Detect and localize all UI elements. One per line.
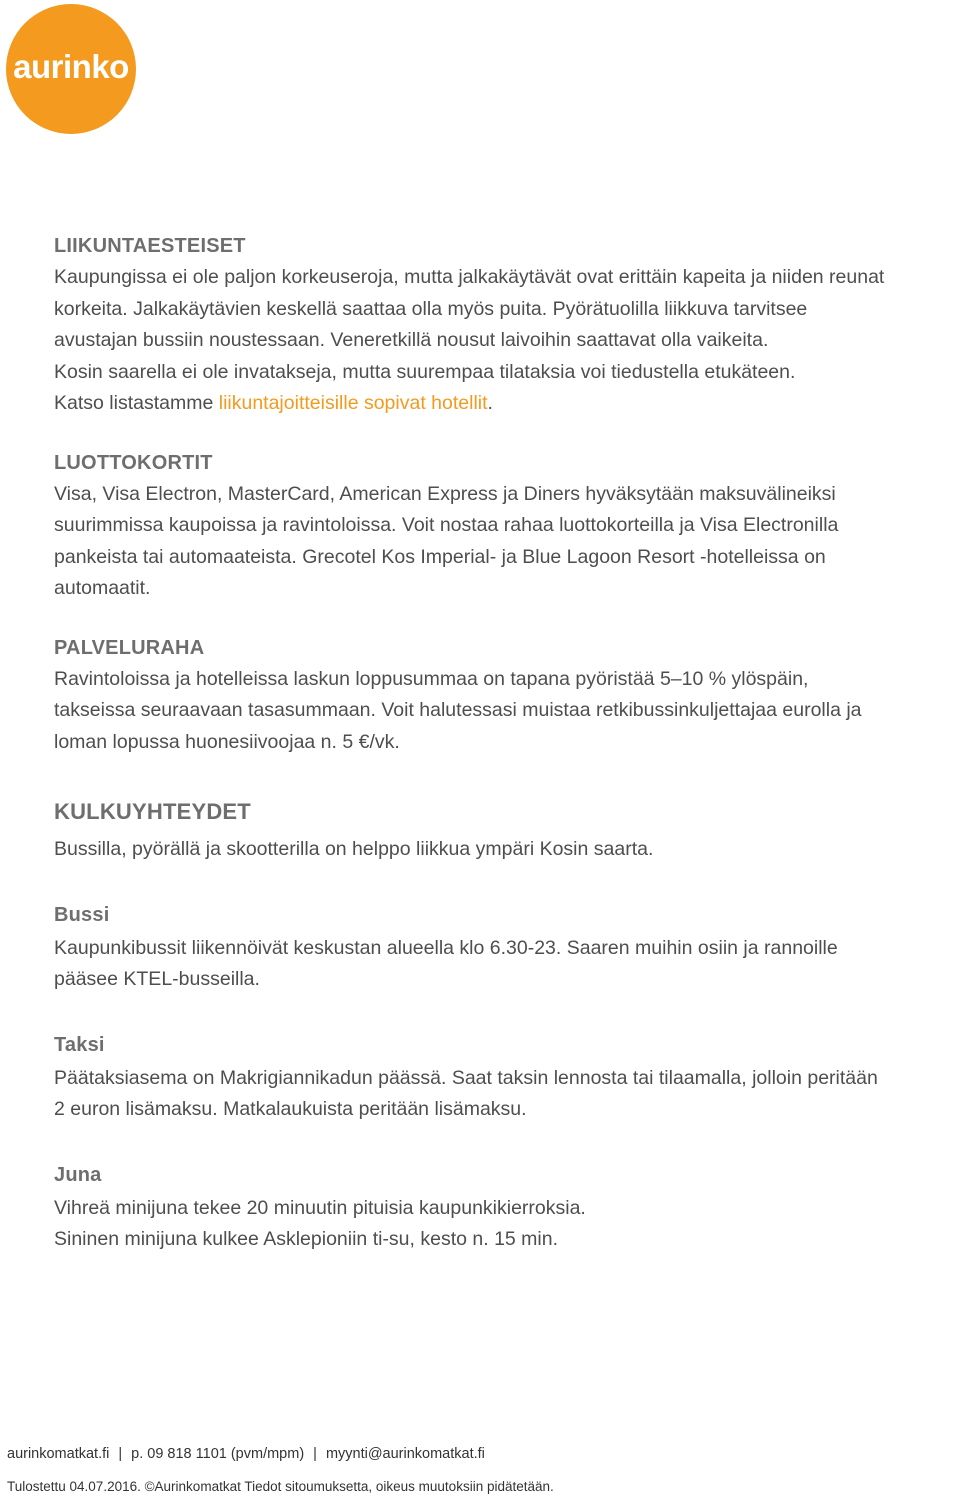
text-line: korkeita. Jalkakäytävien keskellä saattaa olla myös puita. Pyörätuolilla liikkuva tarvitsee [54, 297, 808, 320]
section-heading: PALVELURAHA [54, 636, 205, 659]
text-line: takseissa seuraavaan tasasummaan. Voit halutessasi muistaa retkibussinkuljettajaa eurolla ja [54, 699, 862, 721]
text-line: Katso listastamme [54, 392, 219, 414]
text-line: automaatit. [54, 577, 151, 599]
text-line: Vihreä minijuna tekee 20 minuutin pituisia kaupunkikierroksia. [54, 1196, 586, 1219]
website-link[interactable]: aurinkomatkat.fi [7, 1446, 110, 1462]
section-heading: KULKUYHTEYDET [54, 799, 251, 824]
section-text [54, 834, 944, 866]
text-line: Bussilla, pyörällä ja skootterilla on helppo liikkua ympäri Kosin saarta. [54, 838, 654, 860]
text-line: pankeista tai automaateista. Grecotel Kos Imperial- ja Blue Lagoon Resort -hotelleissa on [54, 545, 826, 568]
text-line: Kaupungissa ei ole paljon korkeuseroja, mutta jalkakäytävät ovat erittäin kapeita ja niiden reunat [54, 266, 885, 288]
section-heading: LUOTTOKORTIT [54, 451, 213, 474]
email-link[interactable]: myynti@aurinkomatkat.fi [325, 1446, 485, 1462]
text-line: loman lopussa huonesiivoojaa n. 5 €/vk. [54, 730, 400, 753]
section-text [54, 262, 944, 420]
text-line: Ravintoloissa ja hotelleissa laskun loppusummaa on tapana pyöristää 5–10 % ylöspäin, [54, 667, 809, 690]
section-mobility [54, 230, 944, 420]
section-taxi [54, 1029, 944, 1126]
text-line: 2 euron lisämaksu. Matkalaukuista peritään lisämaksu. [54, 1098, 527, 1120]
section-heading: Taksi [54, 1033, 105, 1056]
text-line: Sininen minijuna kulkee Asklepioniin ti-su, kesto n. 15 min. [54, 1228, 559, 1250]
section-credit-cards [54, 447, 944, 605]
footer-separator: | [313, 1446, 317, 1462]
print-disclaimer: Tulostettu 04.07.2016. ©Aurinkomatkat Tiedot sitoumuksetta, oikeus muutoksiin pidätetään. [7, 1479, 554, 1494]
section-text [54, 1193, 944, 1256]
section-text [54, 933, 944, 996]
section-text [54, 479, 944, 605]
section-heading: Juna [54, 1163, 102, 1186]
text-line: Kaupunkibussit liikennöivät keskustan alueella klo 6.30-23. Saaren muihin osiin ja rannoille [54, 936, 838, 959]
phone-number: p. 09 818 1101 (pvm/mpm) [131, 1446, 305, 1462]
section-text [54, 1063, 944, 1126]
text-line: pääsee KTEL-busseilla. [54, 968, 260, 990]
section-heading: Bussi [54, 903, 110, 926]
accessible-hotels-link[interactable]: liikuntajoitteisille sopivat hotellit [218, 392, 488, 414]
footer-contact [7, 1446, 485, 1462]
aurinko-logo[interactable] [6, 4, 136, 134]
text-line: . [487, 392, 493, 414]
text-line: avustajan bussiin noustessaan. Veneretkillä nousut laivoihin saattavat olla vaikeita. [54, 329, 769, 351]
text-line: Visa, Visa Electron, MasterCard, American Express ja Diners hyväksytään maksuvälineiksi [54, 482, 836, 505]
section-text [54, 664, 944, 759]
text-line: Päätaksiasema on Makrigiannikadun päässä. Saat taksin lennosta tai tilaamalla, jolloin peritään [54, 1066, 878, 1089]
section-heading: LIIKUNTAESTEISET [54, 235, 246, 257]
section-bus [54, 899, 944, 996]
text-line: Kosin saarella ei ole invatakseja, mutta suurempaa tilataksia voi tiedustella etukäteen. [54, 360, 796, 383]
text-line: suurimmissa kaupoissa ja ravintoloissa. Voit nostaa rahaa luottokorteilla ja Visa Electronilla [54, 514, 839, 536]
section-train [54, 1159, 944, 1256]
logo-text: aurinko [13, 48, 129, 85]
footer-separator: | [118, 1446, 123, 1462]
document-body [54, 230, 944, 1256]
section-transport [54, 796, 944, 866]
section-tipping [54, 632, 944, 759]
